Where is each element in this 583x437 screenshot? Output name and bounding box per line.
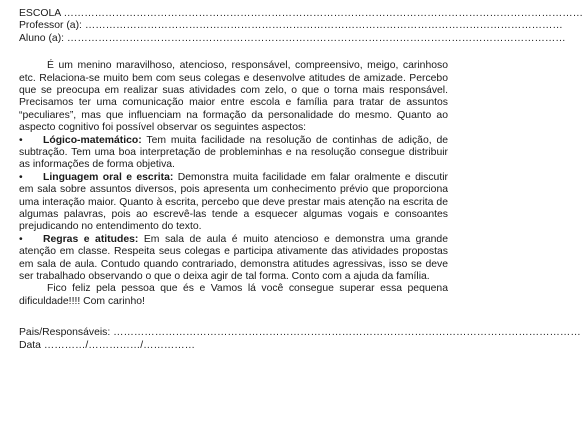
school-field: ESCOLA …………………………………………………………………………………………………………………………………… — [19, 8, 583, 19]
bullet-marker: • — [19, 134, 23, 146]
bullet-text: Demonstra muita facilidade em falar oralmente e discutir em sala sobre assuntos diversos, pois apresenta um conhecimento prévio que proporciona uma interação maior. Quanto à escrita, percebo que deve prestar mais atenção na escrita de algumas palavras, pois ao escrevê-las tende a esquecer algumas vogais e consoantes prejudicando no entendimento do texto. — [19, 171, 448, 233]
teacher-field: Professor (a): ………………………………………………………………………………………………………………………… — [19, 20, 563, 32]
intro-paragraph: É um menino maravilhoso, atencioso, responsável, compreensivo, meigo, carinhoso etc. Relaciona-se muito bem com seus colegas e desenvolve atitudes de amizade. Percebo que se preocupa em realizar suas atividades com zelo, o que o torna mais responsável. Precisamos ter uma comunicação maior entre escola e família para tratar de assuntos “peculiares”, mas que influenciam na formação da personalidade do mesmo. Quanto ao aspecto cognitivo foi possível observar os seguintes aspectos: — [19, 60, 448, 134]
bullet-regras-atitudes — [19, 234, 448, 284]
guardians-field: Pais/Responsáveis: ……………………………………………………………………………………………………………………… — [19, 327, 581, 339]
bullet-marker: • — [19, 233, 23, 245]
bullet-heading: Regras e atitudes: — [43, 233, 139, 245]
bullet-heading: Lógico-matemático: — [43, 134, 142, 146]
date-field: Data …………/……………/…………… — [19, 339, 196, 351]
bullet-text: Tem muita facilidade na resolução de continhas de adição, de subtração. Tem uma boa interpretação de probleminhas e na resolução consegue distribuir as informações de forma objetiva. — [19, 134, 448, 171]
bullet-marker: • — [19, 171, 23, 183]
bullet-linguagem — [19, 172, 448, 234]
student-field: Aluno (a): ……………………………………………………………………………………………………………………………… — [19, 32, 566, 44]
bullet-heading: Linguagem oral e escrita: — [43, 171, 174, 183]
bullet-text: Em sala de aula é muito atencioso e demonstra uma grande atenção em classe. Respeita seus colegas e participa ativamente das atividades propostas em sala de aula. Contudo quando contrariado, demonstra atitudes agressivas, isso se deve ser trabalhado observando o que o deixa agir de tal forma. Conto com a ajuda da família. — [19, 233, 448, 283]
bullet-logico-matematico — [19, 135, 448, 172]
closing-paragraph: Fico feliz pela pessoa que és e Vamos lá você consegue superar essa pequena dificuldade!!!! Com carinho! — [19, 283, 448, 307]
